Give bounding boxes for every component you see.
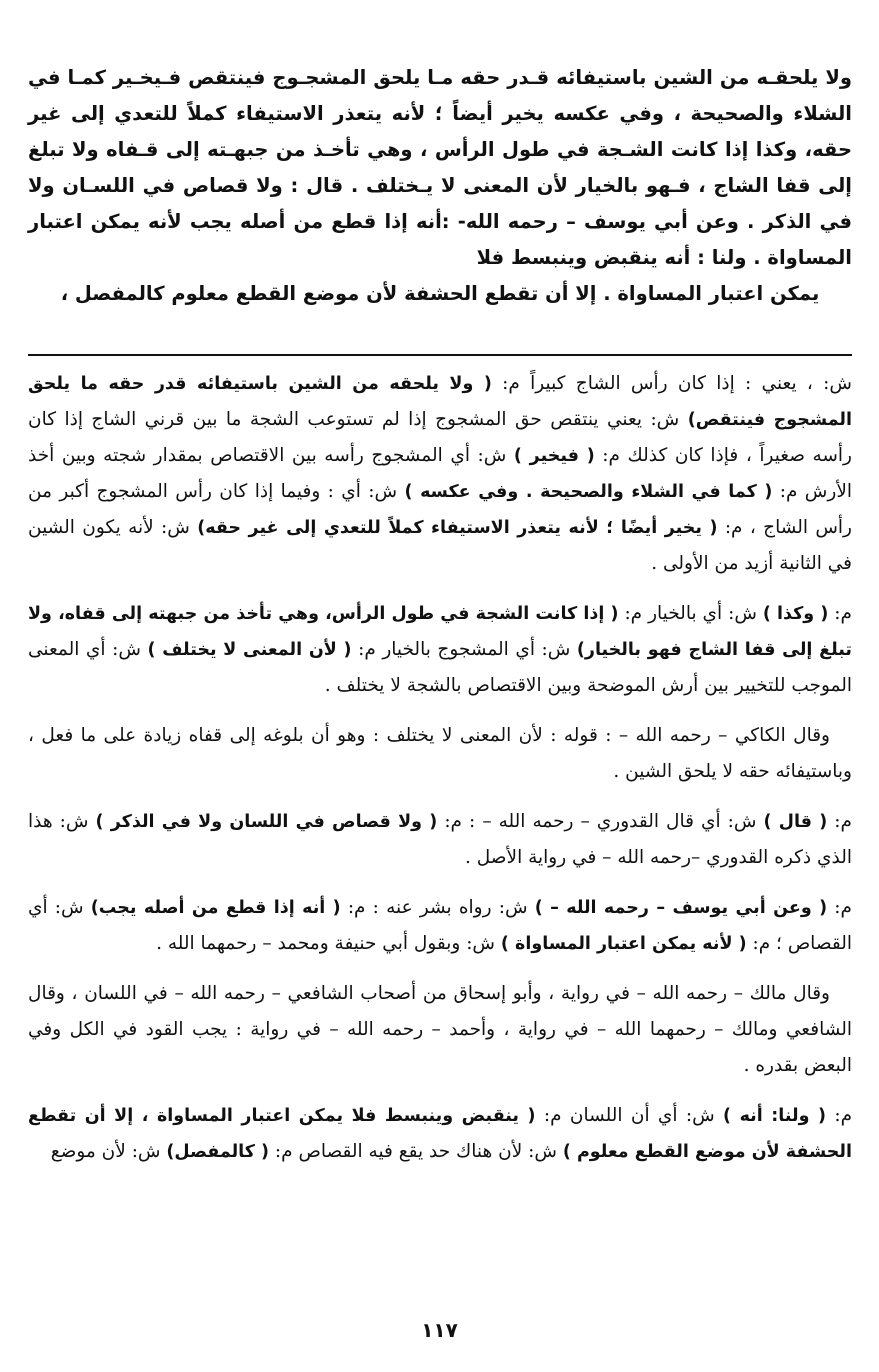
page-number: ١١٧ — [421, 1318, 458, 1342]
commentary-text: م: — [834, 811, 852, 832]
commentary-text: ش: رواه بشر عنه : م: — [347, 897, 528, 918]
quoted-matn: ( ينقبض وينبسط فلا يمكن اعتبار المساواة ، إلا أن تقطع الحشفة لأن موضع القطع معلوم ) — [28, 1106, 852, 1162]
quoted-matn: ( يخير أيضًا ؛ لأنه يتعذر الاستيفاء كملاً للتعدي إلى غير حقه) — [197, 518, 718, 538]
main-text-last-line: يمكن اعتبار المساواة . إلا أن تقطع الحشفة لأن موضع القطع معلوم كالمفصل ، — [60, 282, 820, 305]
quoted-matn: ( وكذا ) — [762, 604, 829, 624]
main-text — [28, 60, 852, 312]
quoted-matn: ( ولا يلحقه من الشين باستيفائه قدر حقه ما يلحق المشجوج فينتقص) — [28, 374, 852, 430]
quoted-matn: ( لأن المعنى لا يختلف ) — [147, 640, 352, 660]
quoted-matn: ( إذا كانت الشجة في طول الرأس، وهي تأخذ من جبهته إلى قفاه، ولا تبلغ إلى قفا الشاج فهو بالخيار) — [28, 604, 852, 660]
commentary-text: ش: أي قال القدوري – رحمه الله – : م: — [444, 811, 757, 832]
commentary-text: ش: لأنه يكون الشين في الثانية أزيد من الأولى . — [28, 517, 852, 574]
quoted-matn: ( كما في الشلاء والصحيحة . وفي عكسه ) — [404, 482, 773, 502]
commentary-paragraph-4 — [28, 804, 852, 876]
commentary-paragraph-7 — [28, 1098, 852, 1170]
commentary-text: م: — [834, 897, 852, 918]
quoted-matn: ( فيخير ) — [513, 446, 595, 466]
commentary-text: م: — [834, 603, 852, 624]
commentary-paragraph-1 — [28, 366, 852, 582]
commentary-text: ش: هذا الذي ذكره القدوري –رحمه الله – في رواية الأصل . — [28, 811, 852, 868]
commentary-text: ش: لأن هناك حد يقع فيه القصاص م: — [274, 1141, 557, 1162]
quoted-matn: ( لأنه يمكن اعتبار المساواة ) — [500, 934, 747, 954]
commentary-text: ش: أي : وفيما إذا كان رأس المشجوج أكبر من رأس الشاج ، م: — [28, 481, 852, 538]
commentary-text: وقال مالك – رحمه الله – في رواية ، وأبو إسحاق من أصحاب الشافعي – رحمه الله – في اللسان ، وقال الشافعي ومالك – رحمهما الله – في رواية ، وأحمد – رحمه الله – في رواية : يجب القود في الكل وفي البعض بقدره . — [28, 983, 852, 1076]
commentary-paragraph-2 — [28, 596, 852, 704]
commentary-text: م: — [834, 1105, 853, 1126]
commentary-text: ش: أي المشجوج رأسه بين الاقتصاص بمقدار شجته وبين أخذ الأرش م: — [28, 445, 853, 502]
quoted-matn: ( ولنا: أنه ) — [723, 1106, 826, 1126]
book-page — [28, 60, 852, 1184]
commentary — [28, 366, 852, 1170]
commentary-text: ش: أي المعنى الموجب للتخيير بين أرش الموضحة وبين الاقتصاص بالشجة لا يختلف . — [28, 639, 852, 696]
quoted-matn: ( ولا قصاص في اللسان ولا في الذكر ) — [95, 812, 438, 832]
commentary-paragraph-5 — [28, 890, 852, 962]
commentary-text: ش: يعني ينتقص حق المشجوج إذا لم تستوعب الشجة ما بين قرني الشاج إذا كان رأسه صغيراً ، فإذا كان كذلك م: — [28, 409, 852, 466]
footnote-divider — [28, 354, 852, 356]
quoted-matn: ( وعن أبي يوسف – رحمه الله – ) — [534, 898, 828, 918]
commentary-text: ش: أي أن اللسان م: — [543, 1105, 715, 1126]
commentary-paragraph-6 — [28, 976, 852, 1084]
quoted-matn: ( كالمفصل) — [166, 1142, 270, 1162]
commentary-text: ش: أي القصاص ؛ م: — [28, 897, 852, 954]
commentary-text: ش: أي المشجوج بالخيار م: — [358, 639, 571, 660]
commentary-text: ش: وبقول أبي حنيفة ومحمد – رحمهما الله . — [156, 933, 496, 954]
commentary-text: ش: لأن موضع — [50, 1141, 161, 1162]
quoted-matn: ( قال ) — [763, 812, 828, 832]
commentary-text: ش: أي بالخيار م: — [624, 603, 757, 624]
commentary-text: ش: ، يعني : إذا كان رأس الشاج كبيراً م: — [502, 373, 853, 394]
quoted-matn: ( أنه إذا قطع من أصله يجب) — [90, 898, 341, 918]
commentary-paragraph-3 — [28, 718, 852, 790]
main-text-body: ولا يلحقـه من الشين باستيفائه قـدر حقه مـا يلحق المشجـوج فينتقص فـيخـير كمـا في الشلاء والصحيحة ، وفي عكسه يخير أيضاً ؛ لأنه يتعذر الاستيفاء كملاً للتعدي إلى غير حقه، وكذا إذا كانت الشـجة في طول الرأس ، وهي تأخـذ من جبهـته إلى قـفاه ولا تبلغ إلى قفا الشاج ، فـهو بالخيار لأن المعنى لا يـختلف . قال : ولا قصاص في اللسـان ولا في الذكر . وعن أبي يوسف – رحمه الله- :أنه إذا قطع من أصله يجب لأنه يمكن اعتبار المساواة . ولنا : أنه ينقبض وينبسط فلا — [28, 66, 852, 269]
commentary-text: وقال الكاكي – رحمه الله – : قوله : لأن المعنى لا يختلف : وهو أن بلوغه إلى قفاه زيادة على ما فعل ، وباستيفائه حقه لا يلحق الشين . — [28, 725, 852, 782]
